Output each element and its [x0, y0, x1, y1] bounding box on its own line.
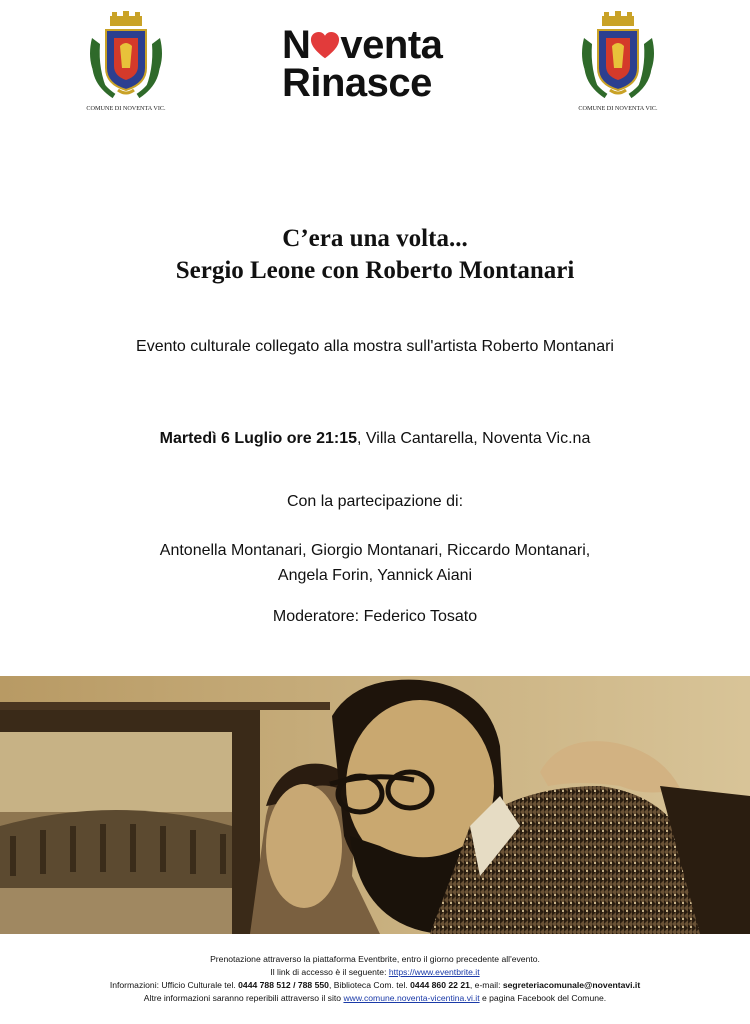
event-subtitle: Evento culturale collegato alla mostra sull'artista Roberto Montanari [136, 338, 614, 355]
crest-caption-right: COMUNE DI NOVENTA VIC. [578, 105, 658, 112]
footer-website-outro: e pagina Facebook del Comune. [479, 993, 607, 1003]
noventa-rinasce-logo [282, 23, 472, 105]
heart-icon [310, 31, 340, 61]
logo-letter-n: N [282, 23, 311, 67]
participants-line1: Antonella Montanari, Giorgio Montanari, Riccardo Montanari, [159, 542, 591, 559]
footer-email: segreteriacomunale@noventavi.it [502, 980, 641, 990]
footer-contact-mid: , Biblioteca Com. tel. [328, 980, 411, 990]
footer-info [0, 953, 750, 1005]
participants-line2: Angela Forin, Yannick Aiani [277, 567, 473, 584]
municipality-website-link[interactable]: www.comune.noventa-vicentina.vi.it [343, 993, 480, 1003]
participation-label: Con la partecipazione di: [286, 493, 464, 510]
footer-website-line [0, 992, 750, 1005]
footer-contact-line [0, 979, 750, 992]
footer-link-intro: Il link di accesso è il seguente: [270, 967, 389, 977]
footer-contact-intro: Informazioni: Ufficio Culturale tel. [109, 980, 239, 990]
eventbrite-link[interactable]: https://www.eventbrite.it [388, 967, 480, 977]
event-title-line2: Sergio Leone con Roberto Montanari [175, 257, 575, 284]
event-date-location [0, 430, 750, 448]
logo-line1 [282, 23, 472, 67]
event-title-line1: C’era una volta... [282, 225, 468, 252]
footer-phone-library: 0444 860 22 21 [410, 980, 470, 990]
event-location: , Villa Cantarella, Noventa Vic.na [357, 430, 591, 447]
footer-email-intro: , e-mail: [469, 980, 503, 990]
moderator: Moderatore: Federico Tosato [272, 608, 478, 625]
footer-booking-line: Prenotazione attraverso la piattaforma Eventbrite, entro il giorno precedente all'evento. [210, 954, 540, 964]
logo-word-venta: venta [340, 23, 443, 67]
crest-caption-left: COMUNE DI NOVENTA VIC. [86, 105, 166, 112]
footer-phone-culture: 0444 788 512 / 788 550 [238, 980, 329, 990]
logo-line2: Rinasce [282, 61, 432, 105]
footer-website-intro: Altre informazioni saranno reperibili attraverso il sito [143, 993, 344, 1003]
event-date-time: Martedì 6 Luglio ore 21:15 [159, 430, 358, 447]
footer-link-line [0, 966, 750, 979]
event-title [0, 223, 750, 287]
municipal-crest-right [570, 10, 666, 118]
sepia-photograph [0, 676, 750, 934]
participants [0, 538, 750, 588]
municipal-crest-left [78, 10, 174, 118]
